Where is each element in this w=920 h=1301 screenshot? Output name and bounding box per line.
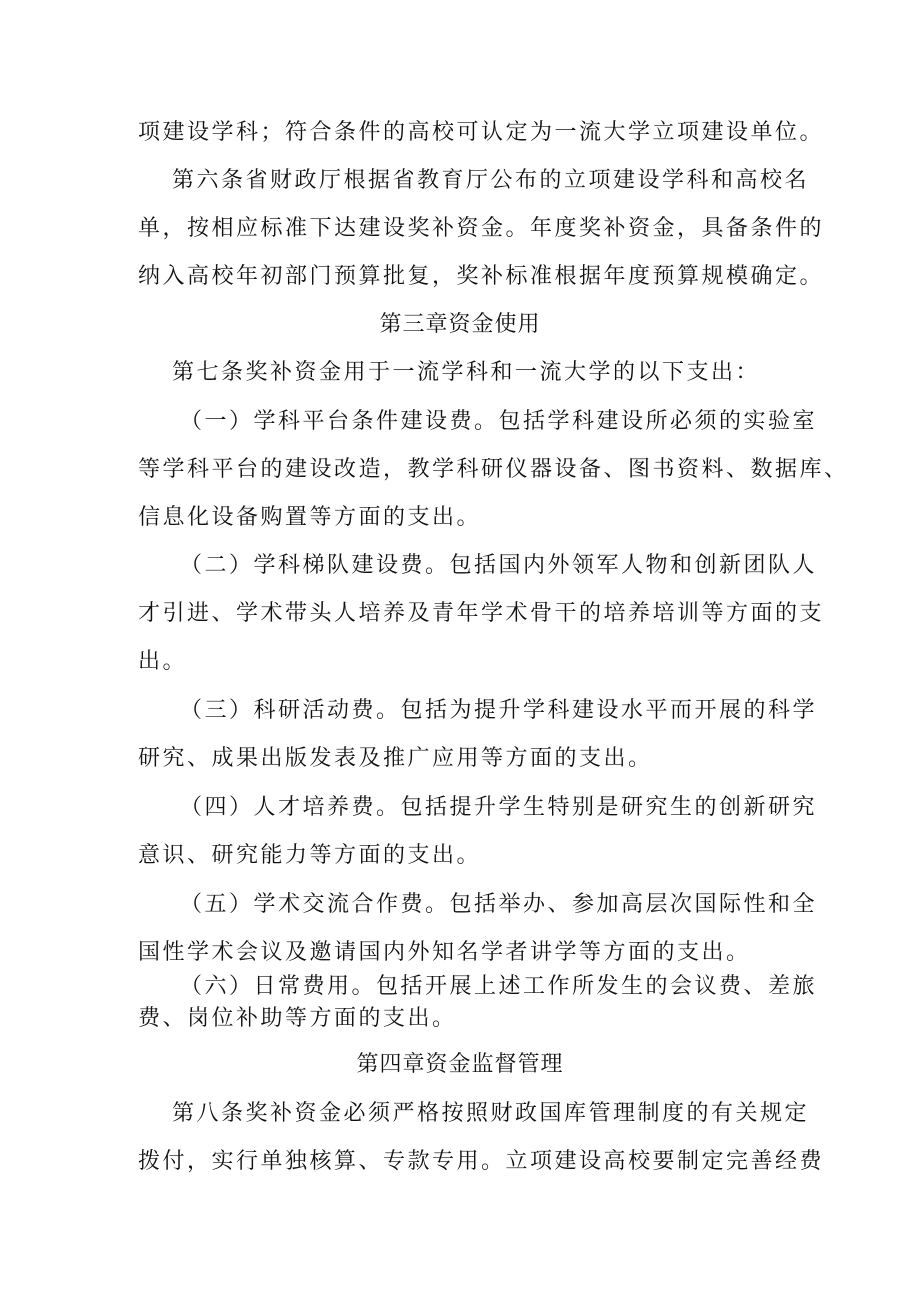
- item-6-line: （六）日常费用。包括开展上述工作所发生的会议费、差旅: [180, 974, 818, 999]
- paragraph-line: 意识、研究能力等方面的支出。: [138, 843, 482, 868]
- paragraph-line: 拨付，实行单独核算、专款专用。立项建设高校要制定完善经费: [138, 1149, 825, 1174]
- paragraph-line: 等学科平台的建设改造，教学科研仪器设备、图书资料、数据库、: [138, 457, 849, 482]
- paragraph-line: 出。: [138, 649, 188, 674]
- item-4-line: （四）人才培养费。包括提升学生特别是研究生的创新研究: [180, 795, 818, 820]
- paragraph-line: 费、岗位补助等方面的支出。: [138, 1006, 457, 1031]
- paragraph-line: 研究、成果出版发表及推广应用等方面的支出。: [138, 746, 653, 771]
- paragraph-line: 纳入高校年初部门预算批复，奖补标准根据年度预算规模确定。: [138, 264, 825, 289]
- item-3-line: （三）科研活动费。包括为提升学科建设水平而开展的科学: [180, 698, 818, 723]
- item-2-line: （二）学科梯队建设费。包括国内外领军人物和创新团队人: [180, 553, 818, 578]
- article-8-line: 第八条奖补资金必须严格按照财政国库管理制度的有关规定: [172, 1101, 810, 1126]
- article-6-line: 第六条省财政厅根据省教育厅公布的立项建设学科和高校名: [172, 168, 810, 193]
- paragraph-line: 单，按相应标准下达建设奖补资金。年度奖补资金，具备条件的: [138, 216, 825, 241]
- paragraph-line: 信息化设备购置等方面的支出。: [138, 505, 482, 530]
- article-7-line: 第七条奖补资金用于一流学科和一流大学的以下支出：: [172, 360, 761, 385]
- chapter-3-heading: 第三章资金使用: [379, 312, 541, 337]
- paragraph-line: 国性学术会议及邀请国内外知名学者讲学等方面的支出。: [138, 940, 751, 965]
- paragraph-line: 才引进、学术带头人培养及青年学术骨干的培养培训等方面的支: [138, 601, 825, 626]
- paragraph-line: 项建设学科；符合条件的高校可认定为一流大学立项建设单位。: [138, 120, 825, 145]
- chapter-4-heading: 第四章资金监督管理: [356, 1052, 564, 1077]
- item-1-line: （一）学科平台条件建设费。包括学科建设所必须的实验室: [180, 409, 818, 434]
- item-5-line: （五）学术交流合作费。包括举办、参加高层次国际性和全: [180, 892, 818, 917]
